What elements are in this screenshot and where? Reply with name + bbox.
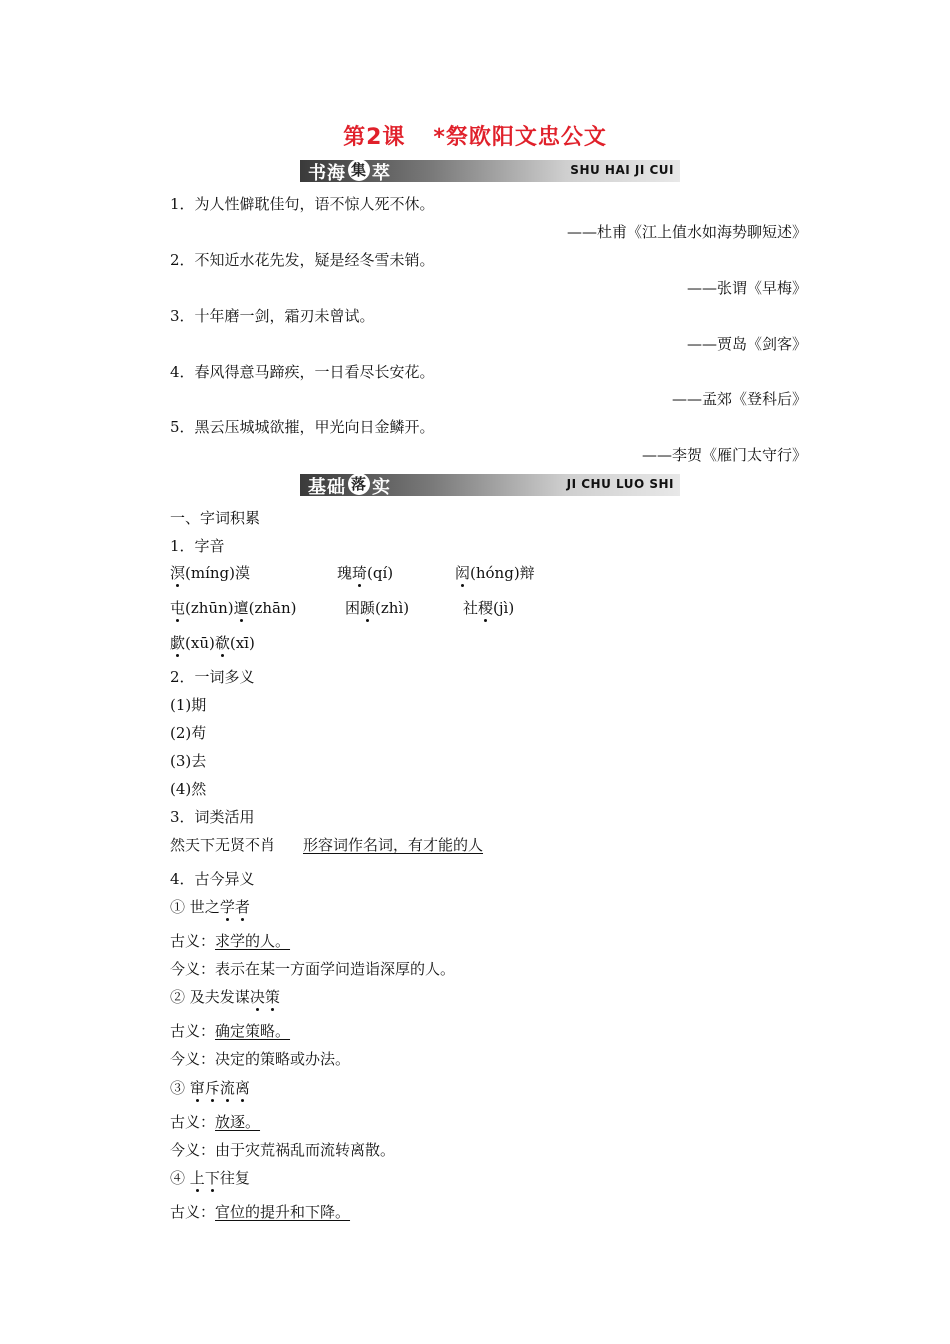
quote-source: ——杜甫《江上值水如海势聊短述》: [566, 223, 807, 241]
ancient-meaning: 官位的提升和下降。: [215, 1203, 351, 1221]
subsection-heading: 3．词类活用: [170, 808, 255, 826]
dotted-char: 流: [219, 1079, 235, 1097]
dotted-char: 学: [219, 898, 235, 916]
banner-circle-char: 落: [348, 473, 370, 495]
dotted-char: 踬: [360, 599, 376, 617]
dotted-word: [250, 988, 280, 1006]
quote-source: ——孟郊《登科后》: [671, 390, 807, 408]
banner-jichu-luoshi: [300, 474, 680, 496]
banner-circle-char: 集: [348, 159, 370, 181]
gujin-ancient: 古义：求学的人。: [170, 932, 291, 950]
dotted-char: 屯: [170, 599, 186, 617]
ancient-meaning: 求学的人。: [215, 932, 291, 950]
dotted-word: [220, 898, 250, 916]
dotted-char: 决: [249, 988, 265, 1006]
poly-item: (1)期: [170, 696, 207, 714]
poly-item: (2)苟: [170, 724, 207, 742]
gujin-phrase: ① 世之学者: [170, 898, 250, 916]
quote-line: 3．十年磨一剑，霜刃未曾试。: [170, 307, 375, 325]
subsection-heading: 4．古今异义: [170, 870, 255, 888]
pron-item: 瑰琦(qí): [337, 564, 394, 582]
quote-line: 1．为人性僻耽佳句，语不惊人死不休。: [170, 195, 435, 213]
pron-item: 屯(zhūn)邅(zhān): [170, 599, 297, 617]
ancient-meaning: 放逐。: [215, 1113, 261, 1131]
dotted-word: [190, 1079, 250, 1097]
quote-line: 5．黑云压城城欲摧，甲光向日金鳞开。: [170, 418, 435, 436]
pron-item: 困踬(zhì): [345, 599, 410, 617]
conv-sentence: 然天下无贤不肖: [170, 836, 276, 854]
banner-shuhai-jicui: [300, 160, 680, 182]
banner-text-2: 实: [372, 477, 391, 498]
pron-item: 歔(xū)欷(xī): [170, 634, 255, 652]
banner-pinyin: SHU HAI JI CUI: [570, 163, 674, 177]
gujin-phrase: ② 及夫发谋决策: [170, 988, 280, 1006]
subsection-heading: 1．字音: [170, 537, 225, 555]
dotted-char: 溟: [170, 564, 186, 582]
dotted-char: 稷: [478, 599, 494, 617]
gujin-modern: 今义：决定的策略或办法。: [170, 1050, 351, 1068]
dotted-char: 上: [189, 1169, 205, 1187]
gujin-modern: 今义：表示在某一方面学问造诣深厚的人。: [170, 960, 456, 978]
dotted-char: 斥: [204, 1079, 220, 1097]
ancient-meaning: 确定策略。: [215, 1022, 291, 1040]
quote-line: 4．春风得意马蹄疾，一日看尽长安花。: [170, 363, 435, 381]
dotted-char: 下: [204, 1169, 220, 1187]
banner-text-1: 书海: [308, 163, 346, 184]
lesson-title: [0, 120, 950, 151]
gujin-ancient: 古义：官位的提升和下降。: [170, 1203, 351, 1221]
dotted-char: 窜: [189, 1079, 205, 1097]
dotted-char: 邅: [233, 599, 249, 617]
dotted-char: 策: [264, 988, 280, 1006]
banner-text-2: 萃: [372, 163, 391, 184]
banner-text-1: 基础: [308, 477, 346, 498]
gujin-ancient: 古义：放逐。: [170, 1113, 261, 1131]
lesson-number: 第2课: [343, 125, 406, 150]
gujin-ancient: 古义：确定策略。: [170, 1022, 291, 1040]
lesson-name: *祭欧阳文忠公文: [433, 125, 607, 150]
conv-answer: 形容词作名词，有才能的人: [303, 836, 484, 854]
dotted-word: [190, 1169, 220, 1187]
poly-item: (4)然: [170, 780, 207, 798]
gujin-modern: 今义：由于灾荒祸乱而流转离散。: [170, 1141, 396, 1159]
poly-item: (3)去: [170, 752, 207, 770]
dotted-char: 者: [234, 898, 250, 916]
dotted-char: 歔: [170, 634, 186, 652]
dotted-char: 琦: [352, 564, 368, 582]
banner-pinyin: JI CHU LUO SHI: [566, 477, 674, 491]
dotted-char: 闳: [455, 564, 471, 582]
quote-source: ——贾岛《剑客》: [686, 335, 807, 353]
dotted-char: 离: [234, 1079, 250, 1097]
gujin-phrase: ④ 上下往复: [170, 1169, 250, 1187]
section-heading: 一、字词积累: [170, 509, 261, 527]
gujin-phrase: ③ 窜斥流离: [170, 1079, 250, 1097]
subsection-heading: 2．一词多义: [170, 668, 255, 686]
quote-line: 2．不知近水花先发，疑是经冬雪未销。: [170, 251, 435, 269]
pron-item: 闳(hóng)辩: [455, 564, 535, 582]
pron-item: 社稷(jì): [463, 599, 515, 617]
quote-source: ——李贺《雁门太守行》: [641, 446, 807, 464]
pron-item: 溟(míng)漠: [170, 564, 251, 582]
quote-source: ——张谓《早梅》: [686, 279, 807, 297]
dotted-char: 欷: [214, 634, 230, 652]
